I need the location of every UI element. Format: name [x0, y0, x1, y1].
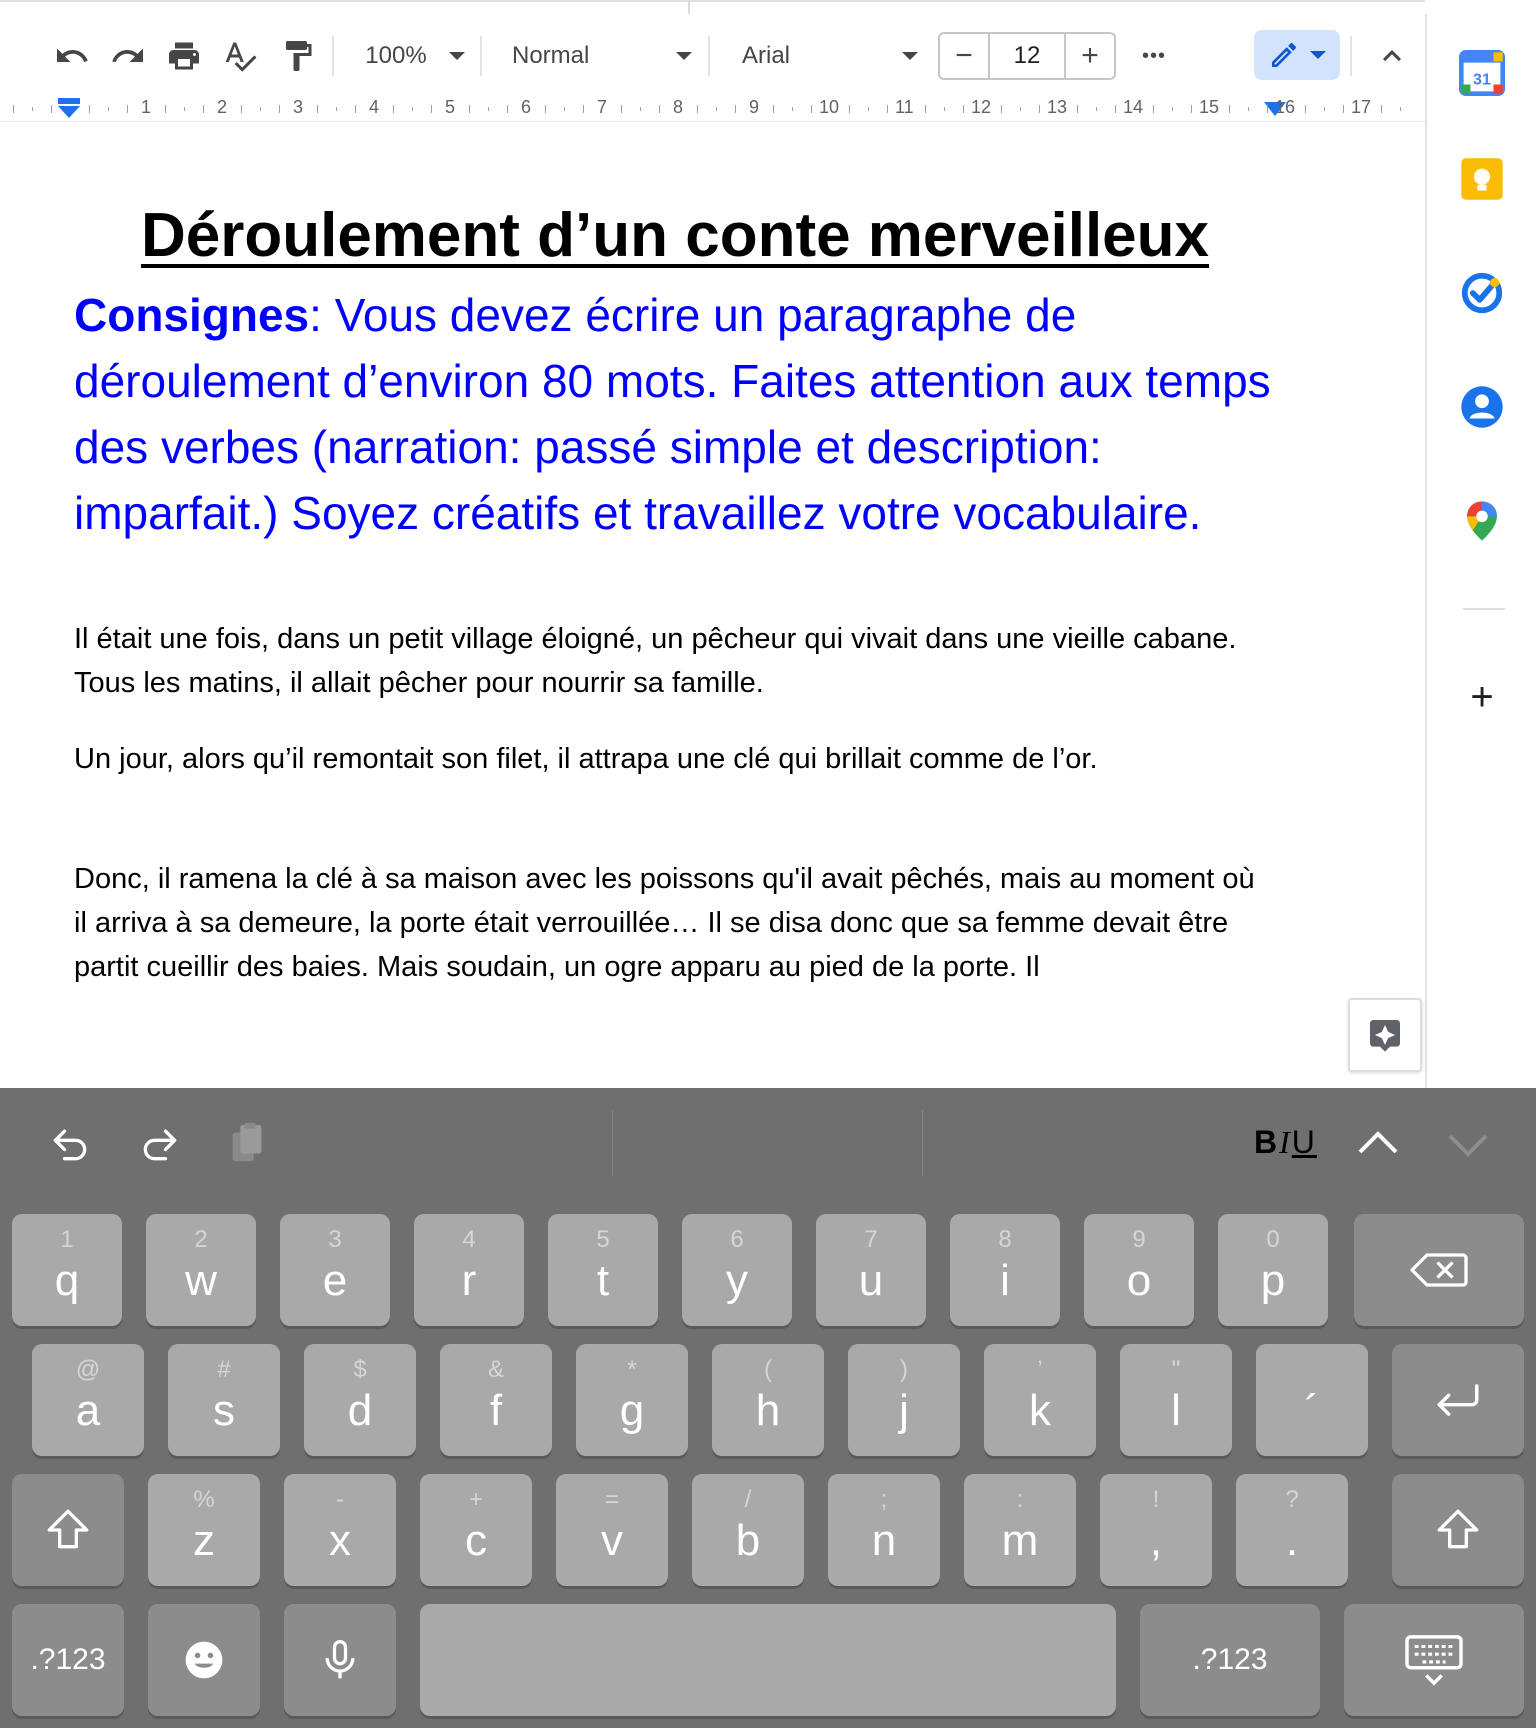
chevron-down-icon [1444, 1120, 1492, 1168]
ruler-tick [32, 107, 33, 111]
ruler-tick [203, 105, 204, 113]
key-label: j [899, 1386, 909, 1435]
undo-icon [48, 1122, 92, 1166]
ruler-number: 9 [749, 97, 760, 117]
ruler-tick [621, 105, 622, 113]
ruler-tick [792, 107, 793, 111]
paint-format-button[interactable] [276, 32, 320, 80]
key-label: v [601, 1516, 623, 1565]
backspace-icon [1409, 1252, 1469, 1288]
font-select[interactable] [742, 32, 918, 80]
ruler-tick [697, 105, 698, 113]
instructions-text: : Vous devez écrire un paragraphe de déroulement d’environ 80 mots. Faites attention aux temps des verbes (narration: passé simple et description: imparfait.) Soyez créatifs et travaillez votre vocabulaire. [74, 289, 1271, 539]
undo-button[interactable] [50, 32, 94, 80]
key-hint: 7 [864, 1226, 878, 1253]
ruler-tick [1191, 105, 1192, 113]
letter-key[interactable] [1256, 1344, 1368, 1456]
instructions-paragraph[interactable] [74, 282, 1274, 546]
cursor-down-button[interactable] [1444, 1116, 1492, 1172]
key-label: i [1000, 1256, 1010, 1305]
letter-key[interactable] [1236, 1474, 1348, 1586]
ruler-tick [507, 105, 508, 113]
key-hint: " [1171, 1356, 1181, 1383]
ruler-tick [1229, 105, 1230, 113]
key-label: g [619, 1386, 645, 1435]
print-button[interactable] [162, 32, 206, 80]
clipboard-icon [225, 1121, 271, 1167]
ruler-tick [1096, 107, 1097, 111]
microphone-icon [318, 1638, 362, 1682]
ruler-tick [355, 105, 356, 113]
symbols-key-label: .?123 [30, 1643, 106, 1676]
toolbar-separator [332, 36, 334, 76]
ruler-tick [469, 105, 470, 113]
decrease-font-size-button[interactable]: − [955, 39, 973, 72]
calendar-day: 31 [1473, 70, 1491, 89]
story-paragraph[interactable]: Il était une fois, dans un petit village éloigné, un pêcheur qui vivait dans une vieille cabane. Tous les matins, il allait pêcher pour nourrir sa famille. [74, 623, 1237, 699]
key-label: ´ [1304, 1386, 1320, 1435]
toolbar-separator [480, 36, 482, 76]
key-label: u [858, 1256, 884, 1305]
explore-icon [1365, 1015, 1405, 1055]
chevron-down-icon [902, 52, 918, 60]
increase-font-size-button[interactable]: + [1081, 39, 1099, 72]
keyboard-clipboard-button[interactable] [222, 1116, 274, 1172]
key-hint: & [487, 1356, 504, 1383]
ruler-number: 10 [819, 97, 840, 117]
key-label: a [75, 1386, 101, 1435]
ruler-tick [545, 105, 546, 113]
ruler-tick [640, 107, 641, 111]
key-label: t [596, 1256, 610, 1305]
key-label: k [1029, 1386, 1051, 1435]
underline-button[interactable]: U [1291, 1124, 1317, 1160]
font-size-control [938, 32, 1116, 80]
ruler-tick [184, 107, 185, 111]
ruler-number: 4 [369, 97, 380, 117]
zoom-value: 100% [365, 42, 427, 69]
pencil-icon [1268, 39, 1300, 71]
key-label: c [465, 1516, 487, 1565]
ruler-number: 3 [293, 97, 304, 117]
key-hint: 4 [462, 1226, 476, 1253]
tasks-icon [1459, 270, 1505, 316]
enter-icon [1433, 1381, 1483, 1419]
style-select[interactable] [512, 32, 692, 80]
editing-mode-button[interactable] [1254, 30, 1340, 80]
cursor-up-button[interactable] [1354, 1116, 1402, 1172]
ruler-number: 15 [1199, 97, 1220, 117]
ruler-number: 6 [521, 97, 532, 117]
letter-key[interactable] [1120, 1344, 1232, 1456]
redo-icon [138, 1122, 182, 1166]
ruler-tick [925, 105, 926, 113]
ruler-tick [1305, 105, 1306, 113]
chevron-up-icon [1374, 38, 1410, 74]
print-icon [166, 38, 202, 74]
letter-key[interactable] [1100, 1474, 1212, 1586]
letter-key[interactable] [548, 1214, 658, 1326]
font-value: Arial [742, 42, 791, 69]
ruler-tick [412, 107, 413, 111]
shift-key-right[interactable] [1392, 1474, 1524, 1586]
font-size-input[interactable]: 12 [988, 34, 1066, 78]
ruler-number: 7 [597, 97, 608, 117]
key-label: z [193, 1516, 215, 1565]
key-label: h [755, 1386, 781, 1435]
key-hint: ( [764, 1356, 772, 1383]
story-paragraph[interactable]: Un jour, alors qu’il remontait son filet, il attrapa une clé qui brillait comme de l’or. [74, 743, 1098, 775]
ruler-tick [773, 105, 774, 113]
letter-key[interactable] [146, 1214, 256, 1326]
maps-icon [1459, 498, 1505, 544]
shift-key-left[interactable] [12, 1474, 124, 1586]
ruler-tick [1248, 107, 1249, 111]
emoji-key[interactable] [148, 1604, 260, 1716]
key-hint: + [468, 1486, 483, 1513]
letter-key[interactable] [556, 1474, 668, 1586]
ruler-tick [583, 105, 584, 113]
maps-app-button[interactable] [1459, 498, 1505, 544]
toolbar-separator [708, 36, 710, 76]
key-hint: ? [1285, 1486, 1299, 1513]
redo-icon [110, 38, 146, 74]
letter-key[interactable] [440, 1344, 552, 1456]
letter-key[interactable] [32, 1344, 144, 1456]
symbols-key-right[interactable] [1140, 1604, 1320, 1716]
keyboard-toolbar-separator [612, 1110, 613, 1176]
toolbar-separator [1350, 36, 1352, 76]
explore-button[interactable] [1348, 998, 1422, 1072]
instructions-label: Consignes [74, 289, 310, 341]
add-addon-button[interactable]: + [1470, 674, 1494, 719]
letter-key[interactable] [1218, 1214, 1328, 1326]
key-hint: 9 [1132, 1226, 1146, 1253]
letter-key[interactable] [148, 1474, 260, 1586]
key-label: r [461, 1256, 477, 1305]
key-label: l [1171, 1386, 1181, 1435]
ruler-tick [1172, 107, 1173, 111]
ruler-tick [51, 105, 52, 113]
key-hint: / [744, 1486, 752, 1513]
hide-keyboard-key[interactable] [1344, 1604, 1524, 1716]
key-label: w [185, 1256, 217, 1305]
contacts-app-button[interactable] [1459, 384, 1505, 430]
letter-key[interactable] [950, 1214, 1060, 1326]
ruler-tick [431, 105, 432, 113]
key-label: m [1001, 1516, 1039, 1565]
key-hint: 8 [998, 1226, 1012, 1253]
letter-key[interactable] [984, 1344, 1096, 1456]
ruler-tick [241, 105, 242, 113]
key-hint: = [604, 1486, 619, 1513]
ruler-number: 2 [217, 97, 228, 117]
tasks-app-button[interactable] [1459, 270, 1505, 316]
key-hint: * [627, 1356, 637, 1383]
key-label: q [54, 1256, 80, 1305]
ruler-tick [735, 105, 736, 113]
ruler-tick [13, 105, 14, 113]
side-panel-divider [1463, 608, 1505, 610]
ruler-number: 8 [673, 97, 684, 117]
toolbar-divider [688, 0, 690, 14]
key-label: , [1149, 1516, 1163, 1565]
key-label: y [726, 1256, 748, 1305]
keyboard-toolbar-separator [922, 1110, 923, 1176]
zoom-select[interactable] [360, 32, 470, 80]
ruler-tick [488, 107, 489, 111]
paint-format-icon [280, 38, 316, 74]
ruler-tick [1001, 105, 1002, 113]
ruler-tick [1039, 105, 1040, 113]
ruler-tick [849, 105, 850, 113]
toolbar [0, 0, 1425, 96]
ruler-tick [1267, 105, 1268, 113]
shift-icon [1433, 1505, 1483, 1555]
bold-button[interactable]: B [1254, 1124, 1280, 1160]
ruler-tick [1115, 105, 1116, 113]
key-hint: 2 [194, 1226, 208, 1253]
voice-input-key[interactable] [284, 1604, 396, 1716]
key-hint: $ [353, 1356, 367, 1383]
keep-app-button[interactable] [1459, 156, 1505, 202]
ruler-tick [279, 105, 280, 113]
key-label: n [871, 1516, 897, 1565]
ruler-tick [127, 105, 128, 113]
ruler-number: 5 [445, 97, 456, 117]
key-hint: @ [75, 1356, 101, 1383]
key-label: o [1126, 1256, 1152, 1305]
ruler-number: 12 [971, 97, 992, 117]
chevron-down-icon [1310, 51, 1326, 59]
hide-menus-button[interactable] [1372, 32, 1412, 80]
ruler-tick [887, 105, 888, 113]
spellcheck-button[interactable] [218, 32, 262, 80]
key-label: d [347, 1386, 373, 1435]
ruler-tick [260, 107, 261, 111]
text-format-buttons [1254, 1124, 1317, 1161]
key-hint: % [193, 1486, 215, 1513]
chevron-down-icon [676, 52, 692, 60]
key-hint: ! [1152, 1486, 1160, 1513]
letter-key[interactable] [1084, 1214, 1194, 1326]
letter-key[interactable] [414, 1214, 524, 1326]
ruler-tick [1400, 107, 1401, 111]
key-hint: 1 [60, 1226, 74, 1253]
letter-key[interactable] [692, 1474, 804, 1586]
symbols-key-label: .?123 [1192, 1643, 1268, 1676]
ruler-tick [1077, 105, 1078, 113]
on-screen-keyboard [0, 1088, 1536, 1728]
ruler-number: 17 [1351, 97, 1372, 117]
letter-key[interactable] [284, 1474, 396, 1586]
letter-key[interactable] [420, 1474, 532, 1586]
letter-key[interactable] [304, 1344, 416, 1456]
key-hint: 3 [328, 1226, 342, 1253]
key-label: . [1285, 1516, 1299, 1565]
key-hint: : [1016, 1486, 1024, 1513]
ruler[interactable] [0, 96, 1425, 122]
ruler-tick [868, 107, 869, 111]
contacts-icon [1459, 384, 1505, 430]
left-indent-marker-icon[interactable] [56, 98, 84, 120]
symbols-key-left[interactable] [12, 1604, 124, 1716]
ruler-tick [317, 105, 318, 113]
ruler-tick [1153, 105, 1154, 113]
chevron-down-icon [449, 52, 465, 60]
key-label: p [1260, 1256, 1286, 1305]
ruler-tick [811, 105, 812, 113]
keyboard-toolbar [0, 1088, 1536, 1198]
story-paragraph[interactable]: Donc, il ramena la clé à sa maison avec les poissons qu'il avait pêchés, mais au moment où il arriva à sa demeure, la porte était verrouillée… Il se disa donc que sa femme devait être partit cueillir des baies. Mais soudain, un ogre apparu au pied de la porte. Il [74, 863, 1255, 983]
ruler-number: 1 [141, 97, 152, 117]
letter-key[interactable] [828, 1474, 940, 1586]
letter-key[interactable] [12, 1214, 122, 1326]
enter-key[interactable] [1392, 1344, 1524, 1456]
undo-icon [54, 38, 90, 74]
style-value: Normal [512, 42, 590, 69]
ruler-tick [165, 105, 166, 113]
side-panel [1425, 14, 1536, 1088]
ruler-tick [393, 105, 394, 113]
ruler-number: 16 [1275, 97, 1296, 117]
ruler-number: 13 [1047, 97, 1068, 117]
letter-key[interactable] [682, 1214, 792, 1326]
ruler-tick [944, 107, 945, 111]
key-hint: ) [900, 1356, 908, 1383]
key-hint: 6 [730, 1226, 744, 1253]
ruler-tick [716, 107, 717, 111]
letter-key[interactable] [280, 1214, 390, 1326]
letter-key[interactable] [816, 1214, 926, 1326]
spellcheck-icon [222, 38, 258, 74]
key-hint: - [336, 1486, 344, 1513]
key-hint: 5 [596, 1226, 610, 1253]
letter-key[interactable] [576, 1344, 688, 1456]
letter-key[interactable] [964, 1474, 1076, 1586]
document-page[interactable] [0, 122, 1425, 1088]
backspace-key[interactable] [1354, 1214, 1524, 1326]
space-key[interactable] [420, 1604, 1116, 1716]
calendar-icon [1459, 50, 1505, 96]
ruler-number: 11 [895, 97, 914, 117]
letter-key[interactable] [168, 1344, 280, 1456]
redo-button[interactable] [106, 32, 150, 80]
letter-key[interactable] [848, 1344, 960, 1456]
ruler-tick [89, 105, 90, 113]
ruler-tick [564, 107, 565, 111]
key-hint: ’ [1037, 1356, 1043, 1383]
ruler-tick [1020, 107, 1021, 111]
keyboard-undo-button[interactable] [44, 1116, 96, 1172]
shift-icon [43, 1505, 93, 1555]
keyboard-redo-button[interactable] [134, 1116, 186, 1172]
ruler-tick [1381, 105, 1382, 113]
calendar-app-button[interactable] [1459, 50, 1505, 96]
ruler-number: 14 [1123, 97, 1144, 117]
key-label: x [329, 1516, 351, 1565]
key-hint: # [217, 1356, 231, 1383]
key-hint: 0 [1266, 1226, 1280, 1253]
ruler-tick [108, 107, 109, 111]
key-label: f [489, 1386, 503, 1435]
ruler-tick [659, 105, 660, 113]
key-label: s [213, 1386, 235, 1435]
ruler-tick [336, 107, 337, 111]
chevron-up-icon [1354, 1120, 1402, 1168]
italic-button[interactable]: I [1279, 1124, 1292, 1160]
ruler-tick [1324, 107, 1325, 111]
keyboard-hide-icon [1403, 1633, 1465, 1687]
letter-key[interactable] [712, 1344, 824, 1456]
document-title[interactable]: Déroulement d’un conte merveilleux [140, 201, 1210, 270]
key-hint: ; [880, 1486, 888, 1513]
key-label: e [322, 1256, 348, 1305]
more-options-button[interactable]: ••• [1141, 44, 1166, 67]
ruler-tick [1343, 105, 1344, 113]
key-label: b [735, 1516, 761, 1565]
ruler-tick [963, 105, 964, 113]
emoji-icon [182, 1638, 226, 1682]
keep-icon [1459, 156, 1505, 202]
